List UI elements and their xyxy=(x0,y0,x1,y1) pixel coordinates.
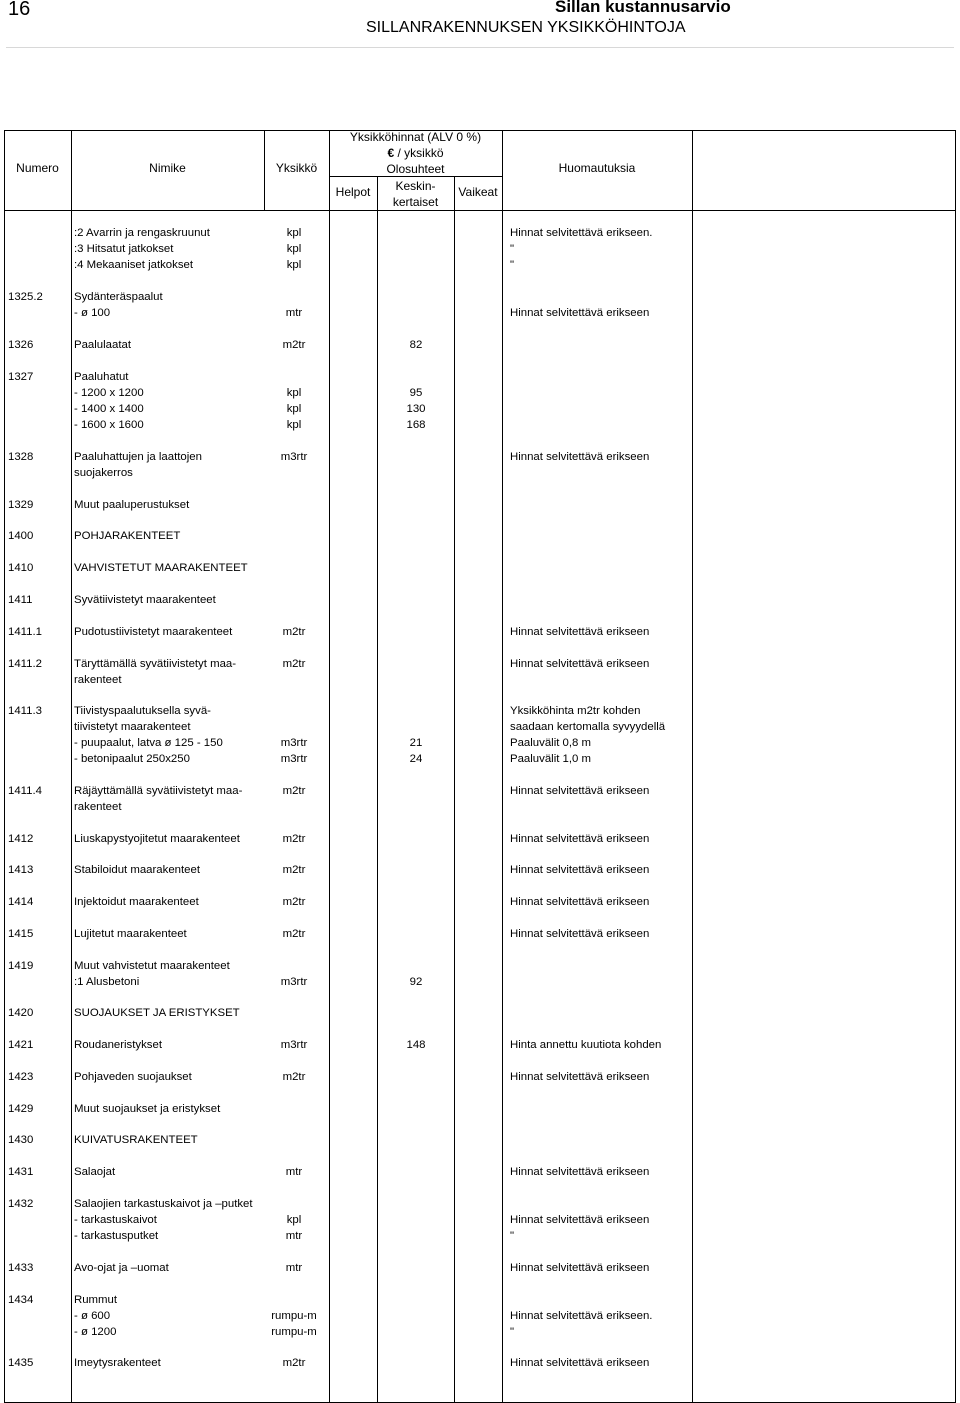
row-name: Avo-ojat ja –uomat xyxy=(74,1262,169,1274)
row-name: Räjäyttämällä syvätiivistetyt maa- xyxy=(74,785,243,797)
row-name: Rummut xyxy=(74,1294,118,1306)
row-unit: kpl xyxy=(286,419,302,431)
row-name: tiivistetyt maarakenteet xyxy=(74,721,191,733)
row-unit: rumpu-m xyxy=(271,1326,317,1338)
row-name: Muut suojaukset ja eristykset xyxy=(74,1103,221,1115)
row-unit: mtr xyxy=(285,1262,303,1274)
row-note: Hinnat selvitettävä erikseen xyxy=(510,833,650,845)
row-name: - betonipaalut 250x250 xyxy=(74,753,190,765)
row-number: 1329 xyxy=(8,499,34,511)
row-note: saadaan kertomalla syvyydellä xyxy=(510,721,666,733)
row-name: - puupaalut, latva ø 125 - 150 xyxy=(74,737,223,749)
row-unit: m2tr xyxy=(282,626,306,638)
row-name: rakenteet xyxy=(74,674,122,686)
row-name: - 1400 x 1400 xyxy=(74,403,144,415)
row-note: Hinnat selvitettävä erikseen xyxy=(510,1262,650,1274)
row-name: - ø 600 xyxy=(74,1310,111,1322)
row-number: 1411.1 xyxy=(8,626,42,638)
row-number: 1411.4 xyxy=(8,785,42,797)
row-note: " xyxy=(510,259,515,271)
row-name: Sydänteräspaalut xyxy=(74,291,163,303)
row-name: Paaluhattujen ja laattojen xyxy=(74,451,202,463)
row-unit: mtr xyxy=(285,1230,303,1242)
row-unit: rumpu-m xyxy=(271,1310,317,1322)
row-unit: kpl xyxy=(286,243,302,255)
row-number: 1431 xyxy=(8,1166,34,1178)
row-unit: m2tr xyxy=(282,785,306,797)
row-unit: m2tr xyxy=(282,339,306,351)
row-name: :4 Mekaaniset jatkokset xyxy=(74,259,194,271)
row-note: " xyxy=(510,1326,515,1338)
row-name: SUOJAUKSET JA ERISTYKSET xyxy=(74,1007,240,1019)
row-name: - tarkastusputket xyxy=(74,1230,159,1242)
row-name: Täryttämällä syvätiivistetyt maa- xyxy=(74,658,237,670)
row-unit: mtr xyxy=(285,307,303,319)
row-unit: kpl xyxy=(286,403,302,415)
header-huomautuksia: Huomautuksia xyxy=(558,161,636,175)
row-note: Hinnat selvitettävä erikseen xyxy=(510,785,650,797)
row-number: 1412 xyxy=(8,833,34,845)
row-note: Hinnat selvitettävä erikseen xyxy=(510,1166,650,1178)
row-number: 1328 xyxy=(8,451,34,463)
row-unit: m3rtr xyxy=(280,1039,308,1051)
document-subtitle: SILLANRAKENNUKSEN YKSIKKÖHINTOJA xyxy=(366,19,686,36)
row-price-keskinkertaiset: 92 xyxy=(409,976,423,988)
row-note: Hinnat selvitettävä erikseen xyxy=(510,1357,650,1369)
row-number: 1400 xyxy=(8,530,34,542)
row-unit: m3rtr xyxy=(280,976,308,988)
row-name: Salaojat xyxy=(74,1166,116,1178)
row-name: - 1600 x 1600 xyxy=(74,419,144,431)
row-name: - ø 100 xyxy=(74,307,111,319)
row-number: 1413 xyxy=(8,864,34,876)
row-number: 1325.2 xyxy=(8,291,43,303)
row-number: 1415 xyxy=(8,928,34,940)
row-name: Stabiloidut maarakenteet xyxy=(74,864,201,876)
row-name: suojakerros xyxy=(74,467,133,479)
row-note: " xyxy=(510,1230,515,1242)
row-name: rakenteet xyxy=(74,801,122,813)
row-name: Injektoidut maarakenteet xyxy=(74,896,199,908)
row-price-keskinkertaiset: 130 xyxy=(406,403,426,415)
row-name: Roudaneristykset xyxy=(74,1039,163,1051)
row-note: Hinnat selvitettävä erikseen xyxy=(510,1071,650,1083)
row-number: 1432 xyxy=(8,1198,34,1210)
row-number: 1430 xyxy=(8,1134,34,1146)
row-name: Paaluhatut xyxy=(74,371,129,383)
header-nimike: Nimike xyxy=(149,161,186,175)
row-number: 1327 xyxy=(8,371,34,383)
row-name: - 1200 x 1200 xyxy=(74,387,144,399)
row-name: :3 Hitsatut jatkokset xyxy=(74,243,174,255)
row-number: 1433 xyxy=(8,1262,34,1274)
row-price-keskinkertaiset: 95 xyxy=(409,387,423,399)
row-number: 1435 xyxy=(8,1357,34,1369)
header-keskin-1: Keskin- xyxy=(395,179,436,193)
row-name: Liuskapystyojitetut maarakenteet xyxy=(74,833,240,845)
row-number: 1326 xyxy=(8,339,34,351)
header-yksikko: Yksikkö xyxy=(275,161,318,175)
row-number: 1434 xyxy=(8,1294,34,1306)
header-vaikeat: Vaikeat xyxy=(458,185,498,199)
row-unit: m2tr xyxy=(282,833,306,845)
row-unit: m2tr xyxy=(282,658,306,670)
row-note: Hinnat selvitettävä erikseen. xyxy=(510,227,653,239)
row-unit: kpl xyxy=(286,1214,302,1226)
row-unit: m2tr xyxy=(282,896,306,908)
row-name: - tarkastuskaivot xyxy=(74,1214,157,1226)
row-note: Paaluvälit 0,8 m xyxy=(510,737,592,749)
row-name: VAHVISTETUT MAARAKENTEET xyxy=(74,562,248,574)
row-name: :2 Avarrin ja rengaskruunut xyxy=(74,227,210,239)
header-per-unit: € / yksikkö xyxy=(387,146,444,160)
row-number: 1419 xyxy=(8,960,34,972)
row-number: 1423 xyxy=(8,1071,34,1083)
row-number: 1411.2 xyxy=(8,658,42,670)
row-unit: kpl xyxy=(286,227,302,239)
header-helpot: Helpot xyxy=(335,185,371,199)
row-number: 1410 xyxy=(8,562,34,574)
row-unit: m3rtr xyxy=(280,737,308,749)
header-keskin-2: kertaiset xyxy=(392,195,439,209)
row-note: Hinnat selvitettävä erikseen xyxy=(510,307,650,319)
row-number: 1420 xyxy=(8,1007,34,1019)
header-yksikkohinnat: Yksikköhinnat (ALV 0 %) xyxy=(349,130,482,144)
row-price-keskinkertaiset: 148 xyxy=(406,1039,426,1051)
row-note: Hinnat selvitettävä erikseen xyxy=(510,1214,650,1226)
row-name: :1 Alusbetoni xyxy=(74,976,140,988)
row-name: Pohjaveden suojaukset xyxy=(74,1071,192,1083)
row-note: Hinnat selvitettävä erikseen xyxy=(510,928,650,940)
row-unit: m2tr xyxy=(282,928,306,940)
row-note: Hinnat selvitettävä erikseen xyxy=(510,658,650,670)
row-name: Syvätiivistetyt maarakenteet xyxy=(74,594,216,606)
row-note: Hinnat selvitettävä erikseen xyxy=(510,626,650,638)
row-name: Pudotustiivistetyt maarakenteet xyxy=(74,626,233,638)
row-number: 1429 xyxy=(8,1103,34,1115)
row-note: Yksikköhinta m2tr kohden xyxy=(510,705,641,717)
row-note: Hinnat selvitettävä erikseen xyxy=(510,864,650,876)
row-name: POHJARAKENTEET xyxy=(74,530,181,542)
row-name: Muut vahvistetut maarakenteet xyxy=(74,960,230,972)
row-unit: m2tr xyxy=(282,864,306,876)
row-unit: m3rtr xyxy=(280,753,308,765)
row-note: Hinta annettu kuutiota kohden xyxy=(510,1039,662,1051)
row-number: 1421 xyxy=(8,1039,34,1051)
row-unit: m2tr xyxy=(282,1071,306,1083)
row-name: Paalulaatat xyxy=(74,339,131,351)
row-price-keskinkertaiset: 168 xyxy=(406,419,426,431)
row-name: Tiivistyspaalutuksella syvä- xyxy=(74,705,211,717)
header-olosuhteet: Olosuhteet xyxy=(386,162,445,176)
row-name: Muut paaluperustukset xyxy=(74,499,190,511)
euro-icon: € xyxy=(387,146,395,160)
row-unit: kpl xyxy=(286,387,302,399)
row-note: " xyxy=(510,243,515,255)
header-numero: Numero xyxy=(16,161,59,175)
row-name: - ø 1200 xyxy=(74,1326,117,1338)
row-note: Hinnat selvitettävä erikseen. xyxy=(510,1310,653,1322)
row-name: KUIVATUSRAKENTEET xyxy=(74,1134,198,1146)
row-name: Lujitetut maarakenteet xyxy=(74,928,187,940)
row-unit: m2tr xyxy=(282,1357,306,1369)
row-price-keskinkertaiset: 82 xyxy=(409,339,423,351)
row-price-keskinkertaiset: 24 xyxy=(409,753,423,765)
row-name: Imeytysrakenteet xyxy=(74,1357,161,1369)
row-number: 1411 xyxy=(8,594,33,606)
row-unit: m3rtr xyxy=(280,451,308,463)
row-number: 1411.3 xyxy=(8,705,42,717)
row-name: Salaojien tarkastuskaivot ja –putket xyxy=(74,1198,253,1210)
row-price-keskinkertaiset: 21 xyxy=(409,737,423,749)
row-note: Hinnat selvitettävä erikseen xyxy=(510,451,650,463)
document-title: Sillan kustannusarvio xyxy=(555,0,731,16)
row-unit: mtr xyxy=(285,1166,303,1178)
row-number: 1414 xyxy=(8,896,34,908)
row-unit: kpl xyxy=(286,259,302,271)
row-note: Paaluvälit 1,0 m xyxy=(510,753,592,765)
row-note: Hinnat selvitettävä erikseen xyxy=(510,896,650,908)
page-number: 16 xyxy=(8,0,31,20)
